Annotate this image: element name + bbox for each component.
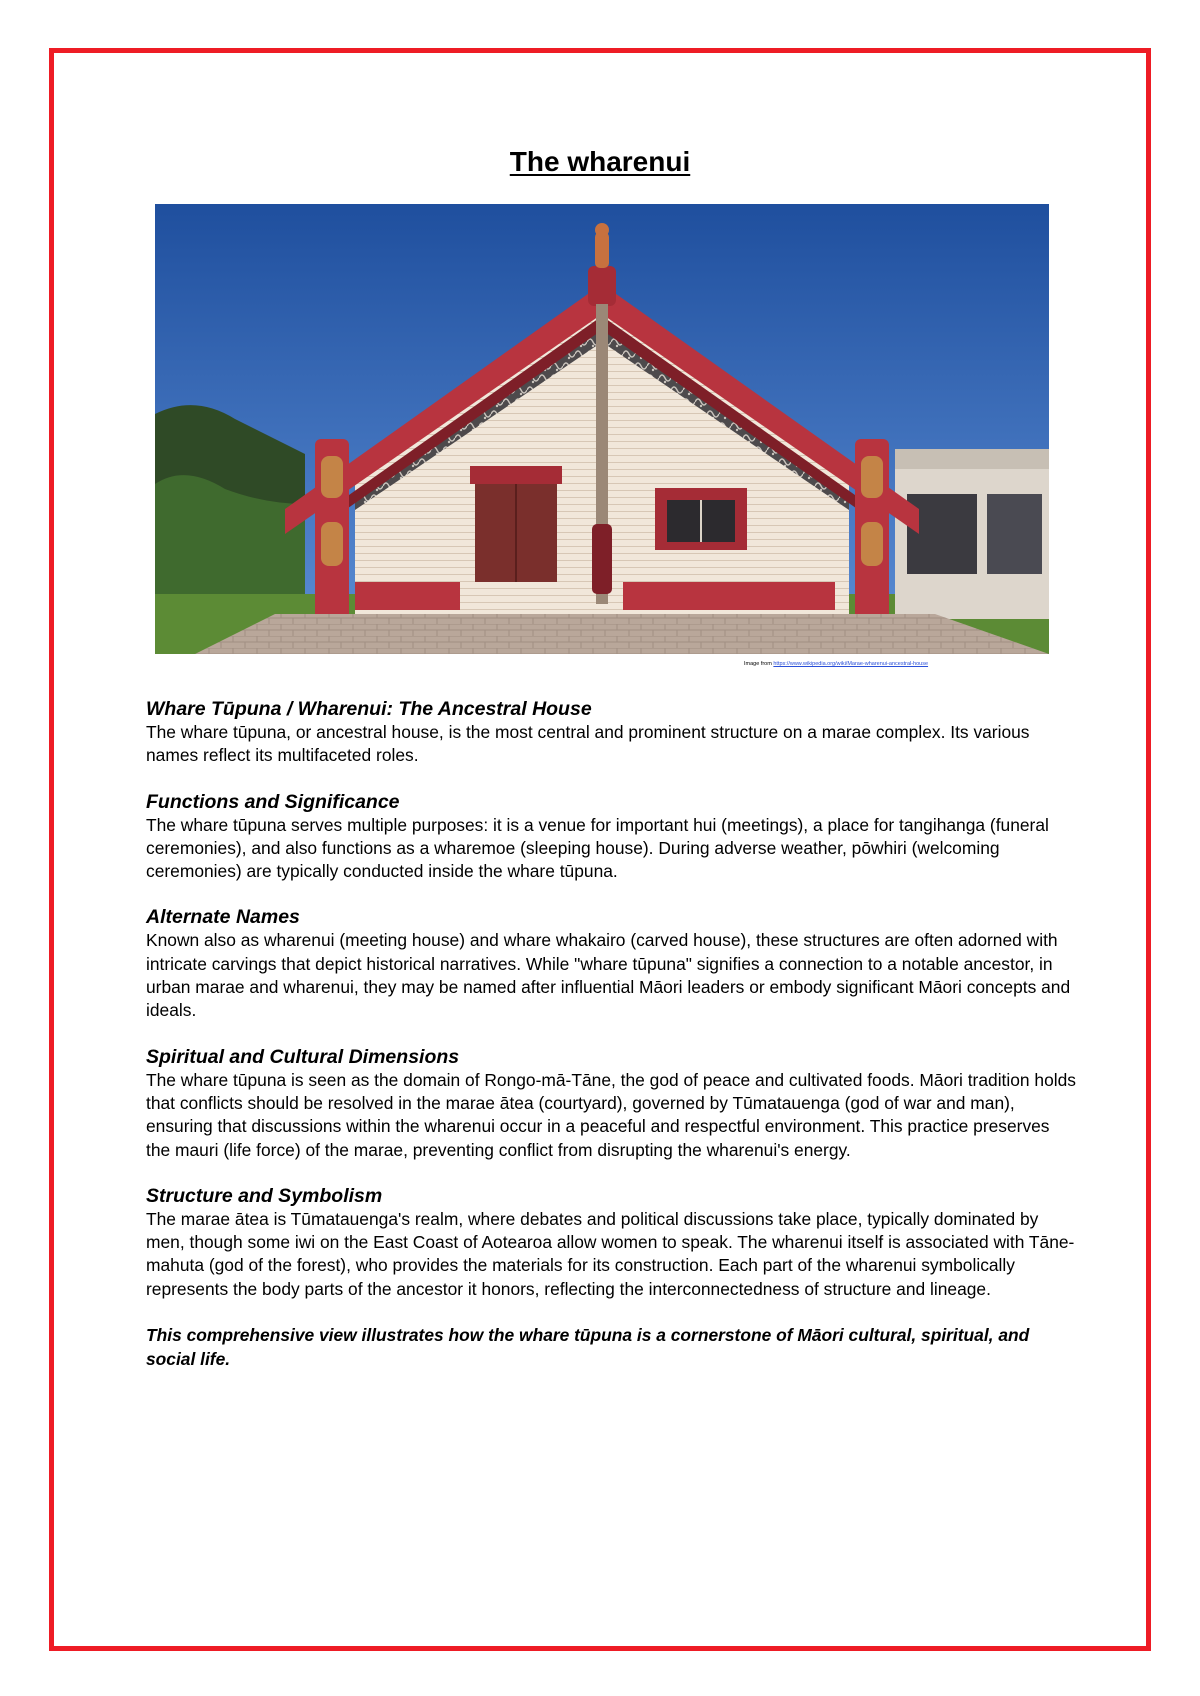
section-alternate-names — [146, 905, 1076, 1022]
wharenui-photo — [155, 204, 1049, 654]
section-heading: Whare Tūpuna / Wharenui: The Ancestral House — [146, 698, 592, 720]
image-credit-link[interactable]: https://www.wikipedia.org/wiki/Marae-wharenui-ancestral-house — [773, 661, 929, 667]
section-body: The marae ātea is Tūmatauenga's realm, where debates and political discussions take place, typically dominated by men, though some iwi on the East Coast of Aotearoa allow women to speak. The wharenui itself is associated with Tāne-mahuta (god of the forest), who provides the materials for its construction. Each part of the wharenui symbolically represents the body parts of the ancestor it honors, reflecting the interconnectedness of structure and lineage. — [146, 1208, 1075, 1299]
section-body: The whare tūpuna is seen as the domain of Rongo-mā-Tāne, the god of peace and cultivated foods. Māori tradition holds that conflicts should be resolved in the marae ātea (courtyard), governed by Tūmatauenga (god of war and man), ensuring that discussions within the wharenui occur in a peaceful and respectful environment. This practice preserves the mauri (life force) of the marae, preventing conflict from disrupting the wharenui's energy. — [146, 1069, 1077, 1160]
section-body: The whare tūpuna serves multiple purposes: it is a venue for important hui (meetings), a place for tangihanga (funeral ceremonies), and also functions as a wharemoe (sleeping house). During adverse weather, pōwhiri (welcoming ceremonies) are typically conducted inside the whare tūpuna. — [146, 814, 1049, 882]
section-spiritual-cultural — [146, 1045, 1076, 1162]
section-heading: Spiritual and Cultural Dimensions — [146, 1045, 460, 1068]
section-functions — [146, 790, 1076, 884]
closing-statement: This comprehensive view illustrates how the whare tūpuna is a cornerstone of Māori cultural, spiritual, and social life. — [146, 1325, 1030, 1370]
section-heading: Structure and Symbolism — [146, 1184, 383, 1207]
image-credit-prefix: Image from — [744, 661, 772, 667]
section-heading: Functions and Significance — [146, 790, 400, 813]
section-body: Known also as wharenui (meeting house) and whare whakairo (carved house), these structures are often adorned with intricate carvings that depict historical narratives. While "whare tūpuna" signifies a connection to a notable ancestor, in urban marae and wharenui, they may be named after influential Māori leaders or embody significant Māori concepts and ideals. — [146, 930, 1071, 1021]
document-title: The wharenui — [509, 146, 691, 177]
section-heading: Alternate Names — [146, 906, 300, 929]
image-credit — [744, 660, 928, 668]
section-body: The whare tūpuna, or ancestral house, is the most central and prominent structure on a marae complex. Its various names reflect its multifaceted roles. — [146, 722, 1030, 766]
section-ancestral-house — [146, 697, 1076, 768]
section-structure-symbolism — [146, 1184, 1076, 1301]
document-body — [146, 697, 1076, 1371]
